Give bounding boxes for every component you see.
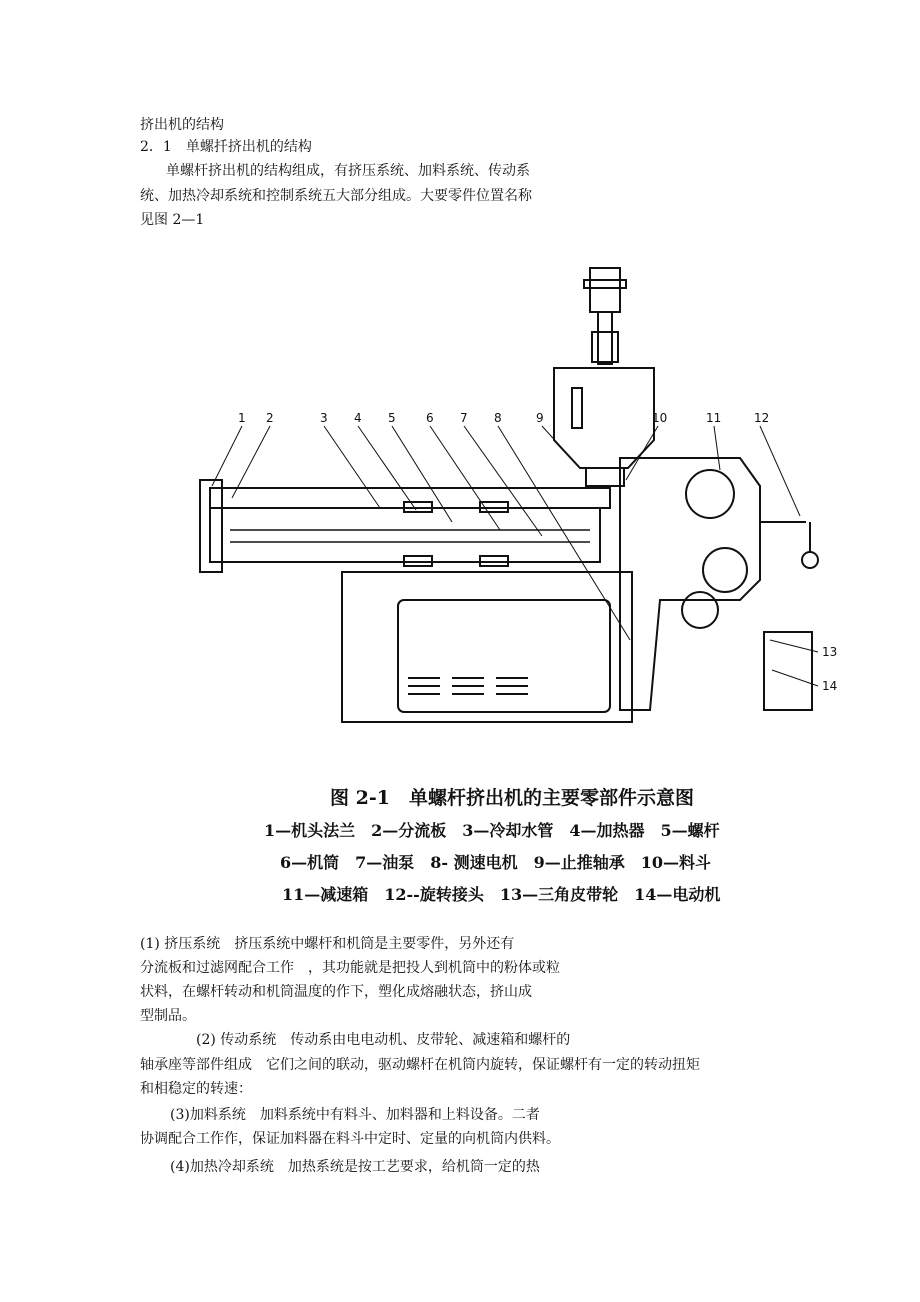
extruder-diagram bbox=[180, 240, 840, 750]
callout-13: 13 bbox=[822, 645, 838, 659]
figure-legend-line: 11—减速箱 12--旋转接头 13—三角皮带轮 14—电动机 bbox=[282, 885, 721, 904]
intro-line: 见图 2—1 bbox=[140, 212, 205, 228]
body-line: 分流板和过滤网配合工作 ，其功能就是把投人到机筒中的粉体或粒 bbox=[140, 960, 560, 976]
intro-line: 统、加热冷却系统和控制系统五大部分组成。大要零件位置名称 bbox=[140, 188, 532, 204]
barrel-shape bbox=[210, 488, 610, 508]
figure-caption: 图 2-1 单螺杆挤出机的主要零部件示意图 bbox=[330, 787, 694, 809]
gearbox-shape bbox=[620, 458, 760, 710]
callout-12: 12 bbox=[754, 411, 770, 425]
base-cabinet bbox=[342, 572, 632, 722]
callout-7: 7 bbox=[460, 411, 468, 425]
body-line: 轴承座等部件组成 它们之间的联动，驱动螺杆在机筒内旋转，保证螺杆有一定的转动扭矩 bbox=[140, 1057, 700, 1073]
callout-4: 4 bbox=[354, 411, 362, 425]
figure-legend-line: 6—机筒 7—油泵 8- 测速电机 9—止推轴承 10—料斗 bbox=[280, 853, 712, 872]
hopper-shape bbox=[554, 368, 654, 468]
body-line: (1) 挤压系统 挤压系统中螺杆和机筒是主要零件，另外还有 bbox=[140, 936, 515, 952]
body-line: (2) 传动系统 传动系由电电动机、皮带轮、减速箱和螺杆的 bbox=[196, 1032, 571, 1048]
callout-10: 10 bbox=[652, 411, 668, 425]
callout-1: 1 bbox=[238, 411, 246, 425]
section-title: 2．1 单螺扦挤出机的结构 bbox=[140, 139, 312, 155]
callout-8: 8 bbox=[494, 411, 502, 425]
pulley-shape bbox=[764, 632, 812, 710]
body-line: (3)加料系统 加料系统中有料斗、加料器和上料设备。二者 bbox=[170, 1107, 540, 1123]
intro-line: 单螺杆挤出机的结构组成，有挤压系统、加料系统、传动系 bbox=[166, 163, 530, 179]
body-line: (4)加热冷却系统 加热系统是按工艺要求，给机筒一定的热 bbox=[170, 1159, 540, 1175]
body-line: 协调配合工作作，保证加料器在料斗中定时、定量的向机筒内供料。 bbox=[140, 1131, 560, 1147]
callout-6: 6 bbox=[426, 411, 434, 425]
callout-2: 2 bbox=[266, 411, 274, 425]
callout-9: 9 bbox=[536, 411, 544, 425]
callout-11: 11 bbox=[706, 411, 722, 425]
callout-3: 3 bbox=[320, 411, 328, 425]
body-line: 和相稳定的转速： bbox=[140, 1081, 252, 1097]
callout-14: 14 bbox=[822, 679, 838, 693]
body-line: 状料，在螺杆转动和机筒温度的作下，塑化成熔融状态，挤山成 bbox=[140, 984, 532, 1000]
top-motor-shape bbox=[590, 268, 620, 312]
figure-legend-line: 1—机头法兰 2—分流板 3—冷却水管 4—加热器 5—螺杆 bbox=[264, 821, 720, 840]
body-line: 型制品。 bbox=[140, 1008, 196, 1024]
doc-heading: 挤出机的结构 bbox=[140, 117, 224, 133]
callout-5: 5 bbox=[388, 411, 396, 425]
